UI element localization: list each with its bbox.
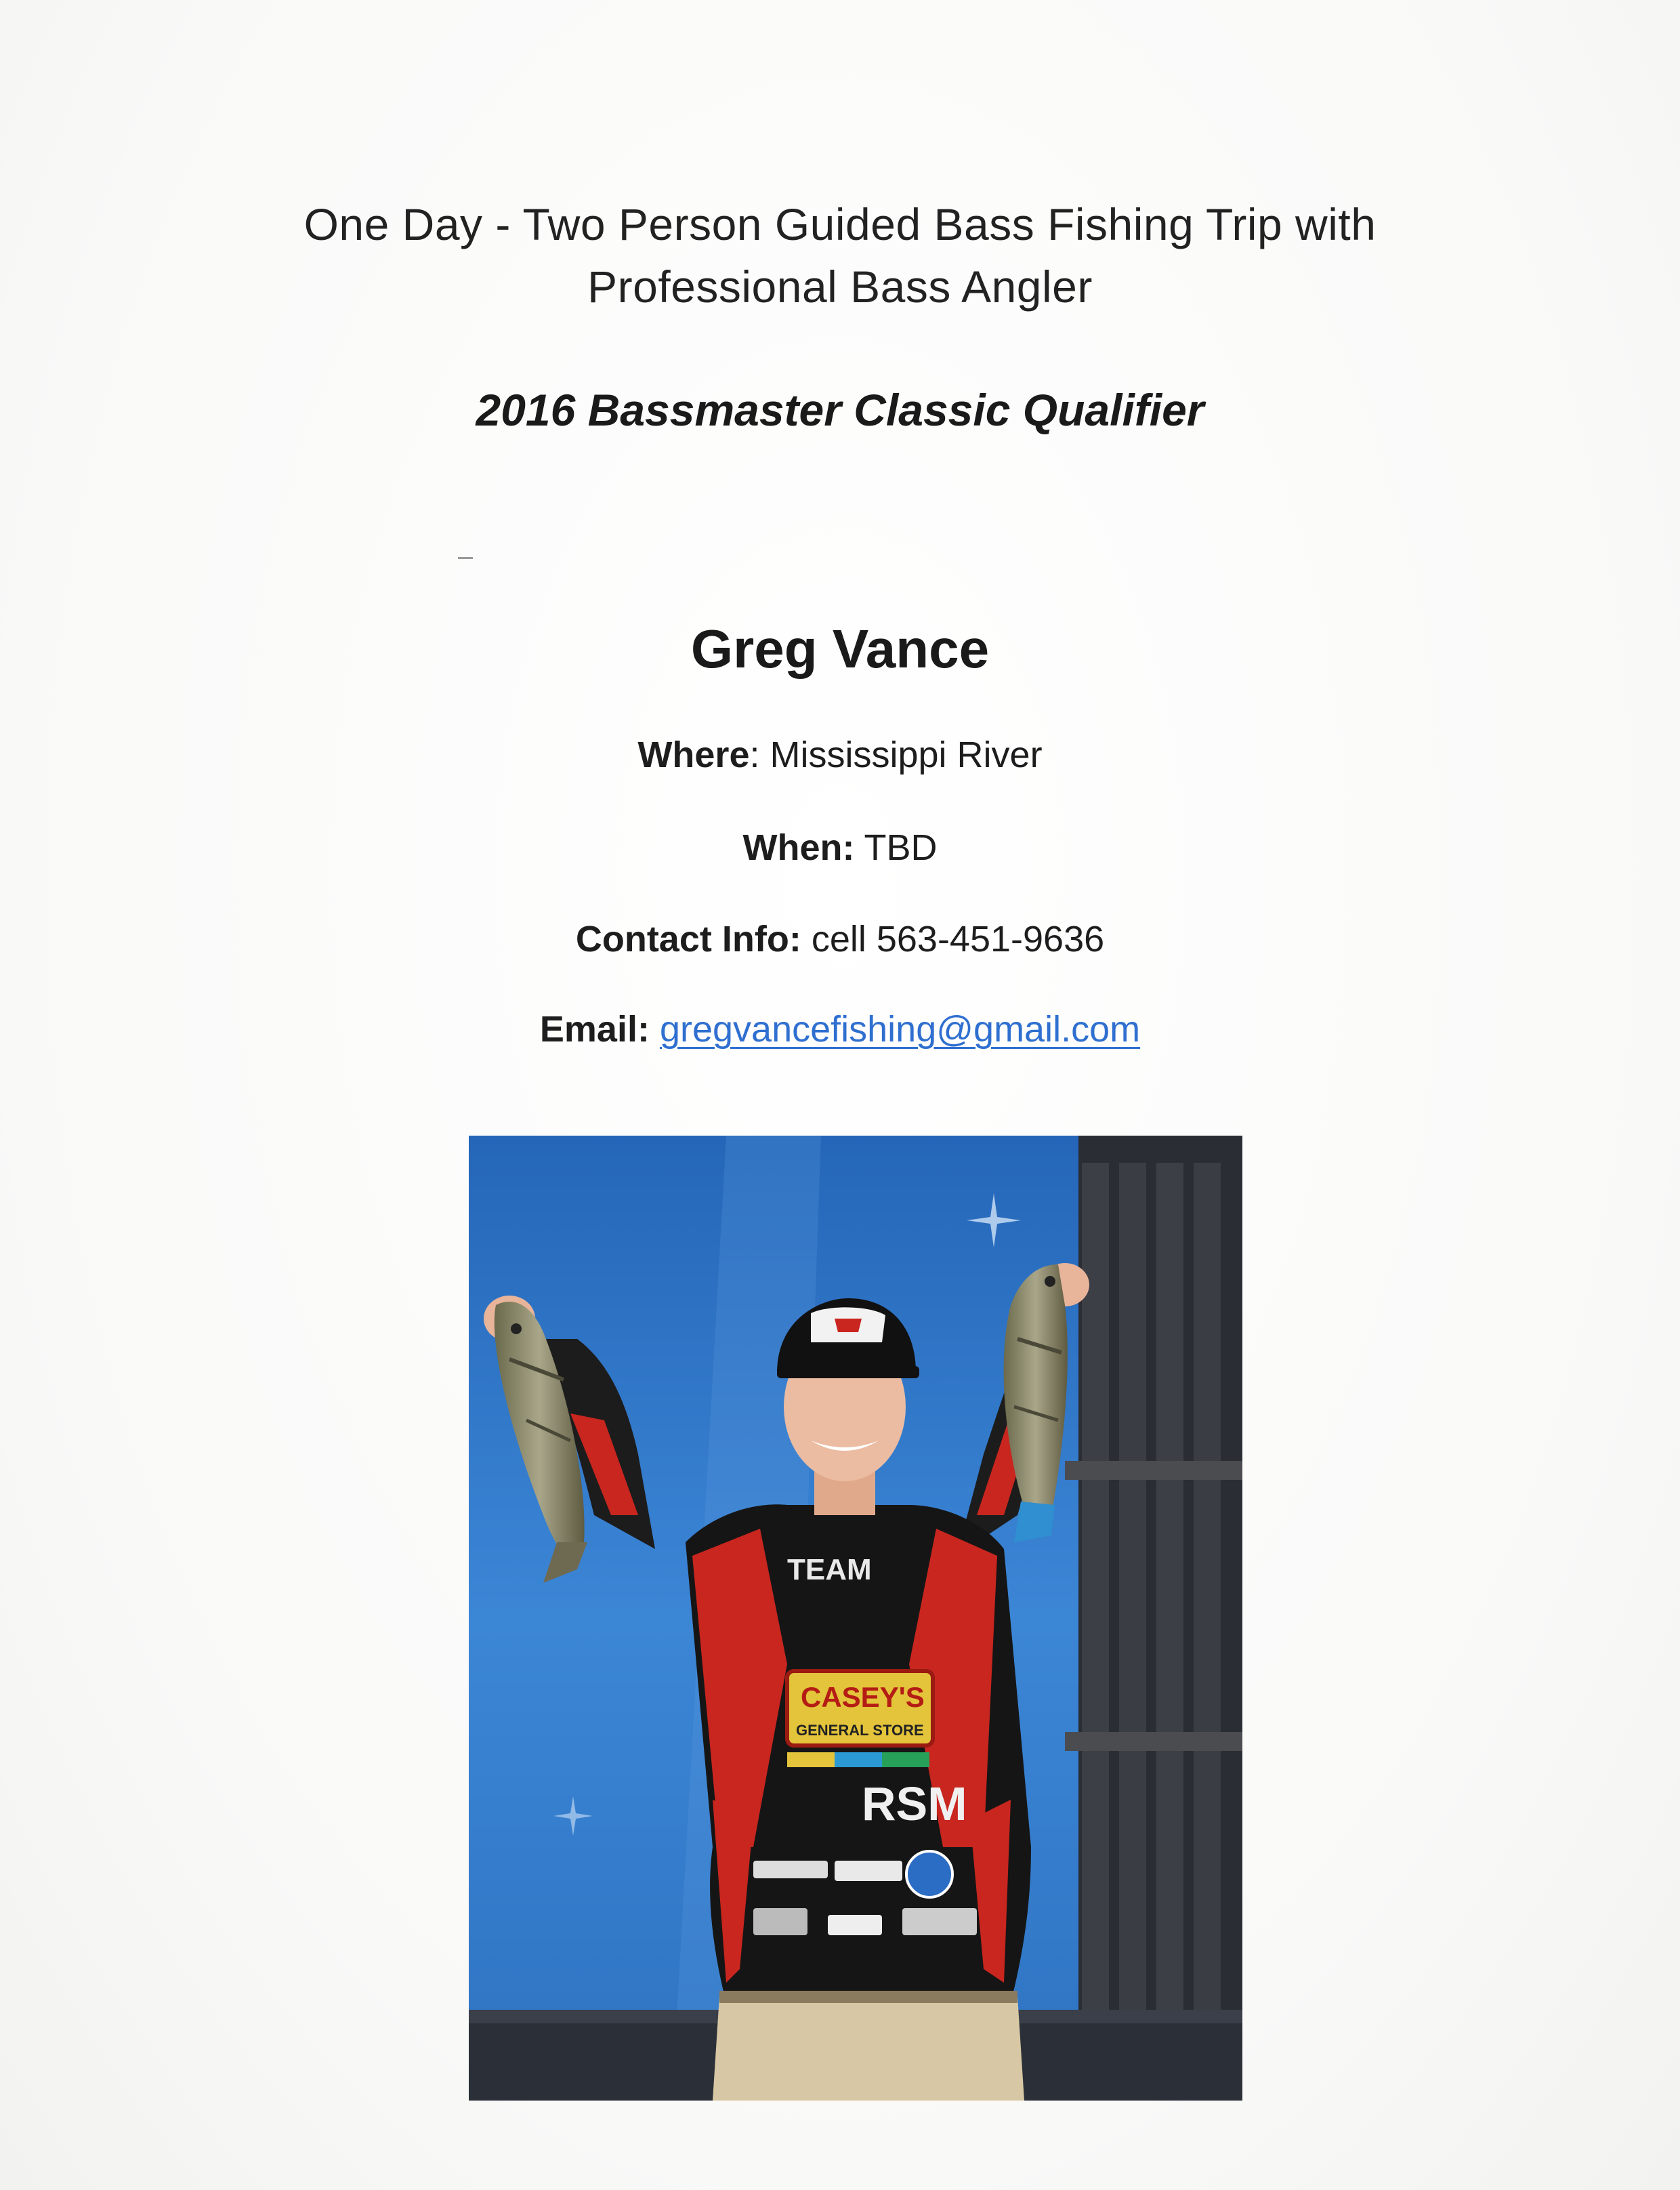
where-separator: : [749, 735, 770, 775]
stray-mark [458, 557, 473, 559]
contact-value: cell 563-451-9636 [801, 919, 1105, 959]
jersey-text-team: TEAM [787, 1553, 872, 1586]
email-link[interactable]: gregvancefishing@gmail.com [659, 1009, 1141, 1050]
where-line [163, 730, 1517, 779]
where-label: Where [637, 735, 750, 775]
where-value: Mississippi River [770, 735, 1043, 775]
contact-label: Contact Info: [575, 919, 801, 959]
jersey-text-general-store: GENERAL STORE [796, 1722, 924, 1739]
angler-name: Greg Vance [690, 619, 990, 679]
heading-line-2: Professional Bass Angler [587, 262, 1093, 312]
contact-line [163, 915, 1517, 964]
when-label: When: [742, 827, 855, 868]
jersey-text-rsm: RSM [862, 1777, 967, 1830]
email-line [163, 1005, 1517, 1054]
when-value: TBD [854, 827, 938, 868]
angler-photo [469, 1136, 1242, 2101]
trip-subtitle: 2016 Bassmaster Classic Qualifier [476, 385, 1204, 435]
jersey-text-caseys: CASEY'S [801, 1681, 925, 1713]
heading-line-1: One Day - Two Person Guided Bass Fishing Trip with [303, 199, 1377, 249]
angler-photo-illustration [469, 1136, 1242, 2101]
trip-heading [163, 193, 1517, 318]
when-line [163, 823, 1517, 872]
email-label: Email: [539, 1009, 650, 1050]
